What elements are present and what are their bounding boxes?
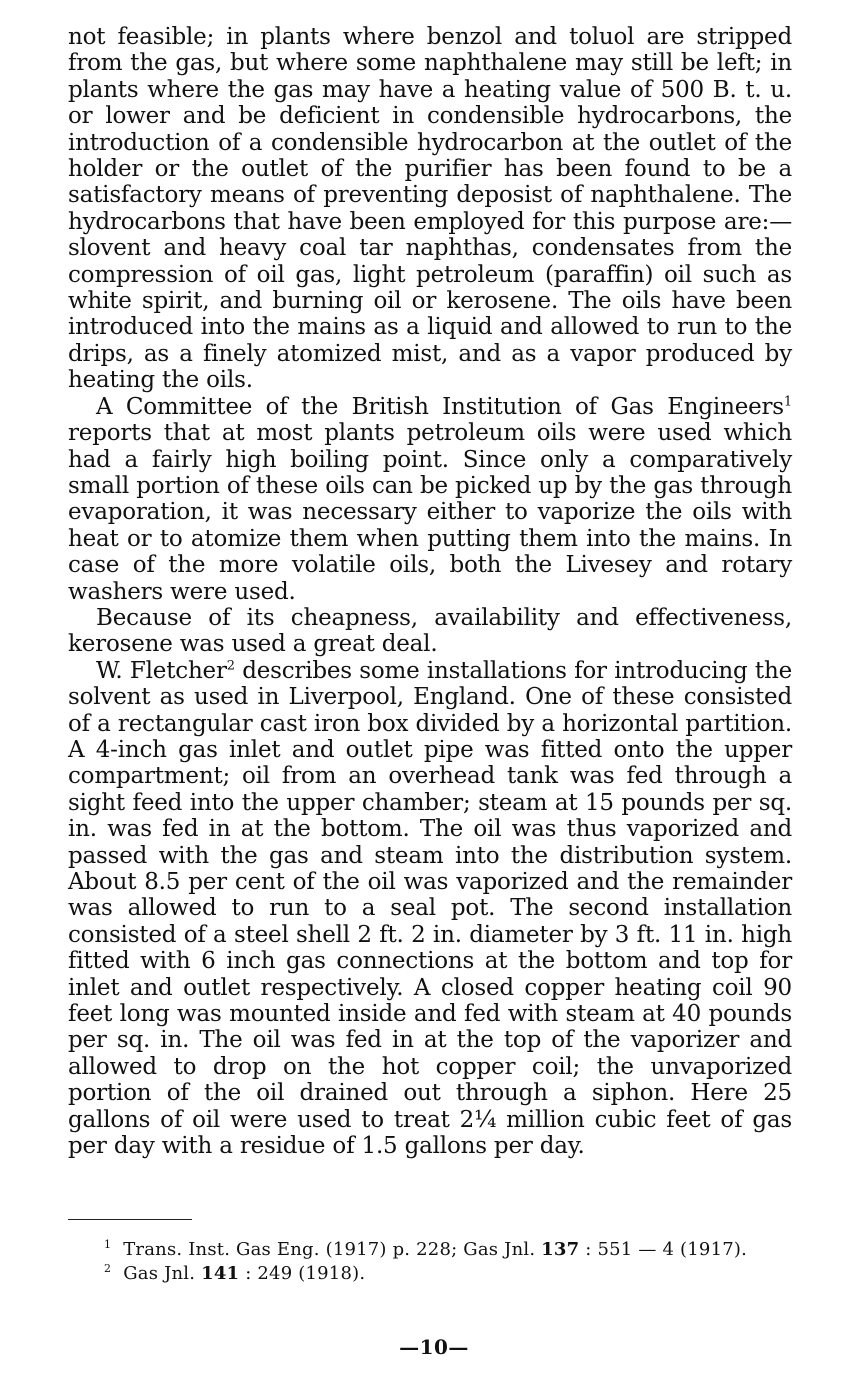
page-number: —10—: [399, 1335, 469, 1359]
footnote-1: [68, 1238, 792, 1262]
footnote-1-text-start: Trans. Inst. Gas Eng. (1917) p. 228; Gas Jnl.: [123, 1239, 542, 1260]
body-paragraph-1: not feasible; in plants where benzol and toluol are stripped from the gas, but where some naphthalene may still be left; in plants where the gas may have a heating value of 500 B. t. u. or lower and be deficient in condensible hydrocarbons, the introduction of a condensible hydrocarbon at the outlet of the holder or the outlet of the purifier has been found to be a satisfactory means of preventing deposist of naphthalene. The hydrocarbons that have been employed for this purpose are:—slovent and heavy coal tar naphthas, condensates from the compression of oil gas, light petroleum (paraffin) oil such as white spirit, and burning oil or kerosene. The oils have been introduced into the mains as a liquid and allowed to run to the drips, as a finely atomized mist, and as a vapor produced by heating the oils.: [68, 24, 792, 394]
footnote-1-text-end: : 551 — 4 (1917).: [579, 1239, 748, 1260]
paragraph-4-rest: describes some installations for introducing the solvent as used in Liverpool, England. One of these consisted of a rectangular cast iron box divided by a horizontal partition. A 4-inch gas inlet and outlet pipe was fitted onto the upper compartment; oil from an overhead tank was fed through a sight feed into the upper chamber; steam at 15 pounds per sq. in. was fed in at the bottom. The oil was thus vaporized and passed with the gas and steam into the distribution system. About 8.5 per cent of the oil was vaporized and the remainder was allowed to run to a seal pot. The second installation consisted of a steel shell 2 ft. 2 in. diameter by 3 ft. 11 in. high fitted with 6 inch gas connections at the bottom and top for inlet and outlet respectively. A closed copper heating coil 90 feet long was mounted inside and fed with steam at 40 pounds per sq. in. The oil was fed in at the top of the vaporizer and allowed to drop on the hot copper coil; the unvaporized portion of the oil drained out through a siphon. Here 25 gallons of oil were used to treat 2¼ million cubic feet of gas per day with a residue of 1.5 gallons per day.: [68, 657, 792, 1160]
footnote-1-mark: 1: [104, 1238, 112, 1251]
footnote-1-volume: 137: [541, 1239, 580, 1260]
paragraph-4-lead: W. Fletcher: [96, 657, 227, 684]
footnote-2-volume: 141: [201, 1263, 240, 1284]
footnote-ref-1: 1: [783, 394, 792, 410]
footnote-divider: [68, 1219, 192, 1220]
paragraph-2-rest: reports that at most plants petroleum oils were used which had a fairly high boiling point. Since only a comparatively small portion of these oils can be picked up by the gas through evaporation, it was necessary either to vaporize the oils with heat or to atomize them when putting them into the mains. In case of the more volatile oils, both the Livesey and rotary washers were used.: [68, 420, 792, 605]
footnote-ref-2: 2: [226, 658, 235, 674]
body-paragraph-2: [68, 394, 792, 605]
footnote-2-text-end: : 249 (1918).: [239, 1263, 366, 1284]
paragraph-2-lead: A Committee of the British Institution of Gas Engineers: [96, 393, 784, 420]
footnote-2: [68, 1262, 792, 1286]
page-body: [68, 24, 792, 1159]
footnotes: [68, 1238, 792, 1286]
body-paragraph-4: [68, 658, 792, 1160]
body-paragraph-3: Because of its cheapness, availability and effectiveness, kerosene was used a great deal.: [68, 604, 792, 658]
footnote-2-text-start: Gas Jnl.: [123, 1263, 202, 1284]
footnote-2-mark: 2: [104, 1262, 112, 1275]
